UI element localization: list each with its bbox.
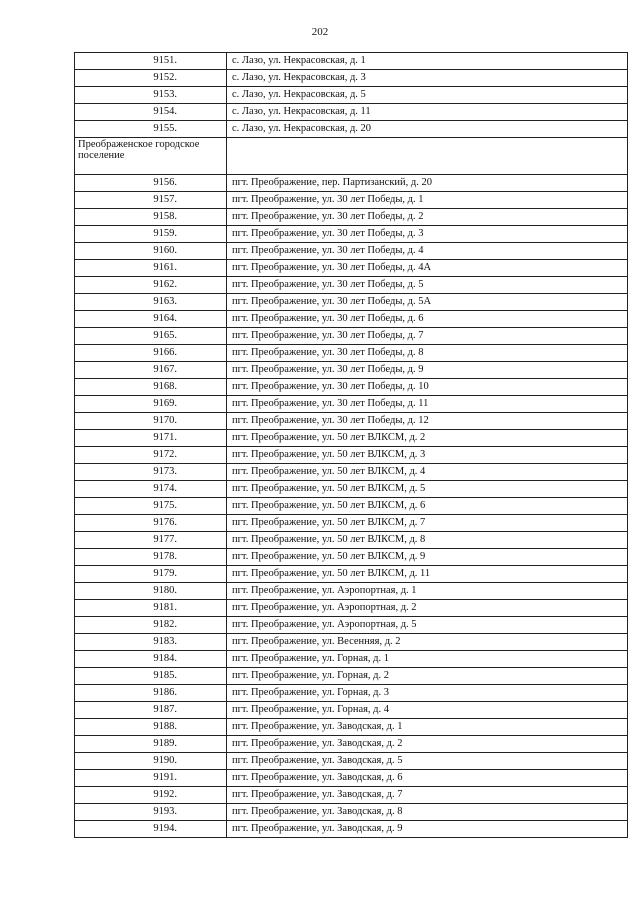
row-number: 9154. — [75, 104, 227, 121]
table-row — [75, 277, 628, 294]
row-number: 9157. — [75, 192, 227, 209]
table-row — [75, 753, 628, 770]
row-number: 9166. — [75, 345, 227, 362]
row-number: 9158. — [75, 209, 227, 226]
table-row — [75, 294, 628, 311]
row-number: 9175. — [75, 498, 227, 515]
row-address: пгт. Преображение, ул. Заводская, д. 2 — [227, 736, 628, 753]
row-number: 9185. — [75, 668, 227, 685]
table-row — [75, 209, 628, 226]
row-number: 9153. — [75, 87, 227, 104]
table-row — [75, 617, 628, 634]
row-address: пгт. Преображение, ул. 30 лет Победы, д. 5 — [227, 277, 628, 294]
table-row — [75, 226, 628, 243]
table-row — [75, 464, 628, 481]
row-number: 9188. — [75, 719, 227, 736]
table-row — [75, 243, 628, 260]
row-address: пгт. Преображение, ул. Горная, д. 2 — [227, 668, 628, 685]
row-number: 9168. — [75, 379, 227, 396]
row-address: пгт. Преображение, ул. 50 лет ВЛКСМ, д. 11 — [227, 566, 628, 583]
row-address: пгт. Преображение, ул. 30 лет Победы, д. 4 — [227, 243, 628, 260]
table-row — [75, 515, 628, 532]
row-number: 9183. — [75, 634, 227, 651]
row-address: с. Лазо, ул. Некрасовская, д. 3 — [227, 70, 628, 87]
row-address: пгт. Преображение, ул. 30 лет Победы, д. 10 — [227, 379, 628, 396]
row-address: пгт. Преображение, ул. Аэропортная, д. 1 — [227, 583, 628, 600]
table-row — [75, 702, 628, 719]
row-number: 9156. — [75, 175, 227, 192]
row-number: 9169. — [75, 396, 227, 413]
table-row — [75, 121, 628, 138]
row-address: пгт. Преображение, ул. 50 лет ВЛКСМ, д. 2 — [227, 430, 628, 447]
table-row — [75, 328, 628, 345]
row-number: 9181. — [75, 600, 227, 617]
table-row — [75, 532, 628, 549]
row-number: 9172. — [75, 447, 227, 464]
row-number: 9178. — [75, 549, 227, 566]
row-address: пгт. Преображение, ул. 30 лет Победы, д. 6 — [227, 311, 628, 328]
row-number: 9164. — [75, 311, 227, 328]
table-row — [75, 651, 628, 668]
table-row — [75, 719, 628, 736]
table-row — [75, 481, 628, 498]
row-address: с. Лазо, ул. Некрасовская, д. 5 — [227, 87, 628, 104]
table-row — [75, 600, 628, 617]
table-row — [75, 311, 628, 328]
section-value — [227, 138, 628, 175]
row-address: пгт. Преображение, ул. 50 лет ВЛКСМ, д. 7 — [227, 515, 628, 532]
table-body-top — [75, 53, 628, 138]
row-address: пгт. Преображение, ул. 30 лет Победы, д. 7 — [227, 328, 628, 345]
row-address: пгт. Преображение, ул. 30 лет Победы, д. 1 — [227, 192, 628, 209]
row-address: пгт. Преображение, ул. Весенняя, д. 2 — [227, 634, 628, 651]
row-number: 9184. — [75, 651, 227, 668]
table-row — [75, 736, 628, 753]
row-number: 9159. — [75, 226, 227, 243]
table-row — [75, 634, 628, 651]
row-address: пгт. Преображение, ул. 30 лет Победы, д. 2 — [227, 209, 628, 226]
row-number: 9193. — [75, 804, 227, 821]
table-row — [75, 379, 628, 396]
table-row — [75, 770, 628, 787]
row-number: 9190. — [75, 753, 227, 770]
section-row — [75, 138, 628, 175]
table-row — [75, 70, 628, 87]
row-address: пгт. Преображение, ул. 30 лет Победы, д. 8 — [227, 345, 628, 362]
row-number: 9167. — [75, 362, 227, 379]
row-number: 9187. — [75, 702, 227, 719]
row-number: 9161. — [75, 260, 227, 277]
row-address: пгт. Преображение, ул. 50 лет ВЛКСМ, д. 4 — [227, 464, 628, 481]
row-number: 9163. — [75, 294, 227, 311]
row-address: пгт. Преображение, ул. Аэропортная, д. 5 — [227, 617, 628, 634]
row-number: 9176. — [75, 515, 227, 532]
row-address: пгт. Преображение, ул. 50 лет ВЛКСМ, д. 8 — [227, 532, 628, 549]
row-number: 9180. — [75, 583, 227, 600]
table-row — [75, 87, 628, 104]
row-number: 9171. — [75, 430, 227, 447]
table-row — [75, 668, 628, 685]
row-address: пгт. Преображение, ул. 30 лет Победы, д. 9 — [227, 362, 628, 379]
row-address: пгт. Преображение, ул. Аэропортная, д. 2 — [227, 600, 628, 617]
table-row — [75, 192, 628, 209]
table-row — [75, 260, 628, 277]
row-address: пгт. Преображение, пер. Партизанский, д. 20 — [227, 175, 628, 192]
row-number: 9170. — [75, 413, 227, 430]
section-block — [75, 138, 628, 175]
table-row — [75, 821, 628, 838]
table-row — [75, 53, 628, 70]
table-row — [75, 583, 628, 600]
row-number: 9179. — [75, 566, 227, 583]
row-address: пгт. Преображение, ул. Горная, д. 4 — [227, 702, 628, 719]
row-address: пгт. Преображение, ул. Заводская, д. 8 — [227, 804, 628, 821]
row-address: пгт. Преображение, ул. Горная, д. 1 — [227, 651, 628, 668]
row-number: 9152. — [75, 70, 227, 87]
row-number: 9186. — [75, 685, 227, 702]
table-row — [75, 413, 628, 430]
row-address: с. Лазо, ул. Некрасовская, д. 1 — [227, 53, 628, 70]
table-row — [75, 396, 628, 413]
row-address: пгт. Преображение, ул. 30 лет Победы, д. 5А — [227, 294, 628, 311]
row-number: 9155. — [75, 121, 227, 138]
table-row — [75, 447, 628, 464]
table-row — [75, 175, 628, 192]
table-row — [75, 362, 628, 379]
row-number: 9174. — [75, 481, 227, 498]
table-row — [75, 104, 628, 121]
address-table — [74, 52, 628, 838]
row-address: с. Лазо, ул. Некрасовская, д. 20 — [227, 121, 628, 138]
row-address: пгт. Преображение, ул. 30 лет Победы, д. 11 — [227, 396, 628, 413]
row-number: 9192. — [75, 787, 227, 804]
table-row — [75, 345, 628, 362]
row-number: 9194. — [75, 821, 227, 838]
row-address: пгт. Преображение, ул. Горная, д. 3 — [227, 685, 628, 702]
table-body-bottom — [75, 175, 628, 838]
table-row — [75, 498, 628, 515]
row-number: 9160. — [75, 243, 227, 260]
row-address: пгт. Преображение, ул. 30 лет Победы, д. 4А — [227, 260, 628, 277]
table-row — [75, 430, 628, 447]
row-address: пгт. Преображение, ул. 50 лет ВЛКСМ, д. 6 — [227, 498, 628, 515]
row-address: пгт. Преображение, ул. 50 лет ВЛКСМ, д. 3 — [227, 447, 628, 464]
row-number: 9177. — [75, 532, 227, 549]
row-address: пгт. Преображение, ул. 50 лет ВЛКСМ, д. 5 — [227, 481, 628, 498]
row-number: 9151. — [75, 53, 227, 70]
row-address: пгт. Преображение, ул. Заводская, д. 5 — [227, 753, 628, 770]
table-row — [75, 685, 628, 702]
row-address: пгт. Преображение, ул. 30 лет Победы, д. 3 — [227, 226, 628, 243]
row-number: 9191. — [75, 770, 227, 787]
table-row — [75, 549, 628, 566]
page-number: 202 — [311, 26, 329, 38]
row-address: с. Лазо, ул. Некрасовская, д. 11 — [227, 104, 628, 121]
table-row — [75, 804, 628, 821]
row-address: пгт. Преображение, ул. Заводская, д. 1 — [227, 719, 628, 736]
section-title: Преображенское городское поселение — [75, 138, 227, 175]
row-number: 9165. — [75, 328, 227, 345]
row-number: 9173. — [75, 464, 227, 481]
row-address: пгт. Преображение, ул. 30 лет Победы, д. 12 — [227, 413, 628, 430]
row-address: пгт. Преображение, ул. Заводская, д. 6 — [227, 770, 628, 787]
row-address: пгт. Преображение, ул. 50 лет ВЛКСМ, д. 9 — [227, 549, 628, 566]
row-number: 9189. — [75, 736, 227, 753]
row-number: 9182. — [75, 617, 227, 634]
row-address: пгт. Преображение, ул. Заводская, д. 9 — [227, 821, 628, 838]
row-address: пгт. Преображение, ул. Заводская, д. 7 — [227, 787, 628, 804]
row-number: 9162. — [75, 277, 227, 294]
table-row — [75, 566, 628, 583]
table-row — [75, 787, 628, 804]
